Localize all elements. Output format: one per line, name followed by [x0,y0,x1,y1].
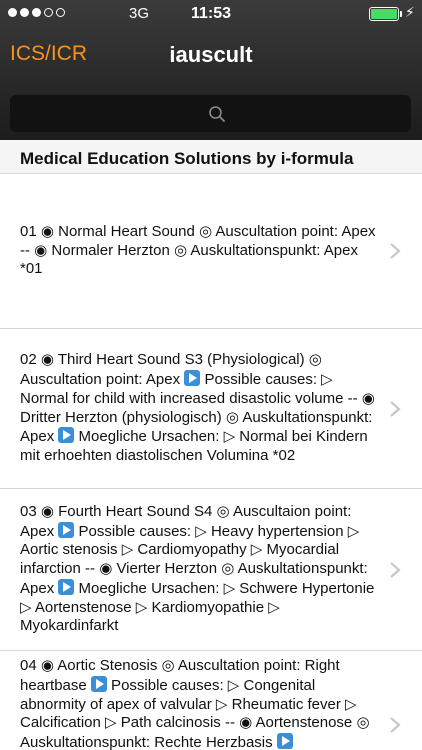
back-button[interactable]: ICS/ICR [10,42,88,65]
search-bar[interactable] [10,95,411,132]
list-item-text: 02 ◉ Third Heart Sound S3 (Physiological) ◎ Auscultation point: Apex Possible causes: ▷ Normal for child with increased disastolic volume -- ◉ Dritter Herzton (physiologisch) ◎ Auskultationspunkt: Apex Moegliche Ursachen: ▷ Normal bei Kindern mit erhoehten diastolischen Volumina *02 [20,351,375,465]
chevron-right-icon [388,560,402,580]
carrier-label: 3G [129,5,150,22]
chevron-right-icon [388,715,402,735]
chevron-right-icon [388,241,402,261]
list-item[interactable] [0,174,422,329]
play-icon [58,579,74,595]
status-bar [0,0,422,28]
list-item[interactable] [0,489,422,651]
top-bar [0,0,422,140]
battery-tip [400,11,402,17]
play-icon [58,427,74,443]
play-icon [277,733,293,749]
page-title: iauscult [169,42,253,67]
section-header [0,140,422,174]
search-icon [208,105,226,123]
play-icon [184,370,200,386]
list-item[interactable] [0,329,422,489]
list-item[interactable] [0,651,422,750]
play-icon [91,676,107,692]
navigation-bar [0,40,422,74]
battery-icon [369,7,399,21]
status-time: 11:53 [190,5,232,22]
list-item-text: 04 ◉ Aortic Stenosis ◎ Auscultation point: Right heartbase Possible causes: ▷ Congenital abnormity of apex of valvular ▷ Rheumatic fever ▷ Calcification ▷ Path calcinosis -- ◉ Aortenstenose ◎ Auskultationspunkt: Rechte Herzbasis [20,657,370,750]
sound-list [0,174,422,750]
battery-level [371,9,397,19]
list-item-text: 01 ◉ Normal Heart Sound ◎ Auscultation point: Apex -- ◉ Normaler Herzton ◎ Auskultationspunkt: Apex *01 [20,222,376,278]
section-title: Medical Education Solutions by i-formula [20,149,354,168]
play-icon [58,522,74,538]
chevron-right-icon [388,399,402,419]
list-item-text: 03 ◉ Fourth Heart Sound S4 ◎ Auscultaion point: Apex Possible causes: ▷ Heavy hypertension ▷ Aortic stenosis ▷ Cardiomyopathy ▷ Myocardial infarction -- ◉ Vierter Herzton ◎ Auskultationspunkt: Apex Moegliche Ursachen: ▷ Schwere Hypertonie ▷ Aortenstenose ▷ Kardiomyopathie ▷ Myokardinfarkt [20,502,375,635]
charging-bolt-icon: ⚡ [405,4,415,20]
